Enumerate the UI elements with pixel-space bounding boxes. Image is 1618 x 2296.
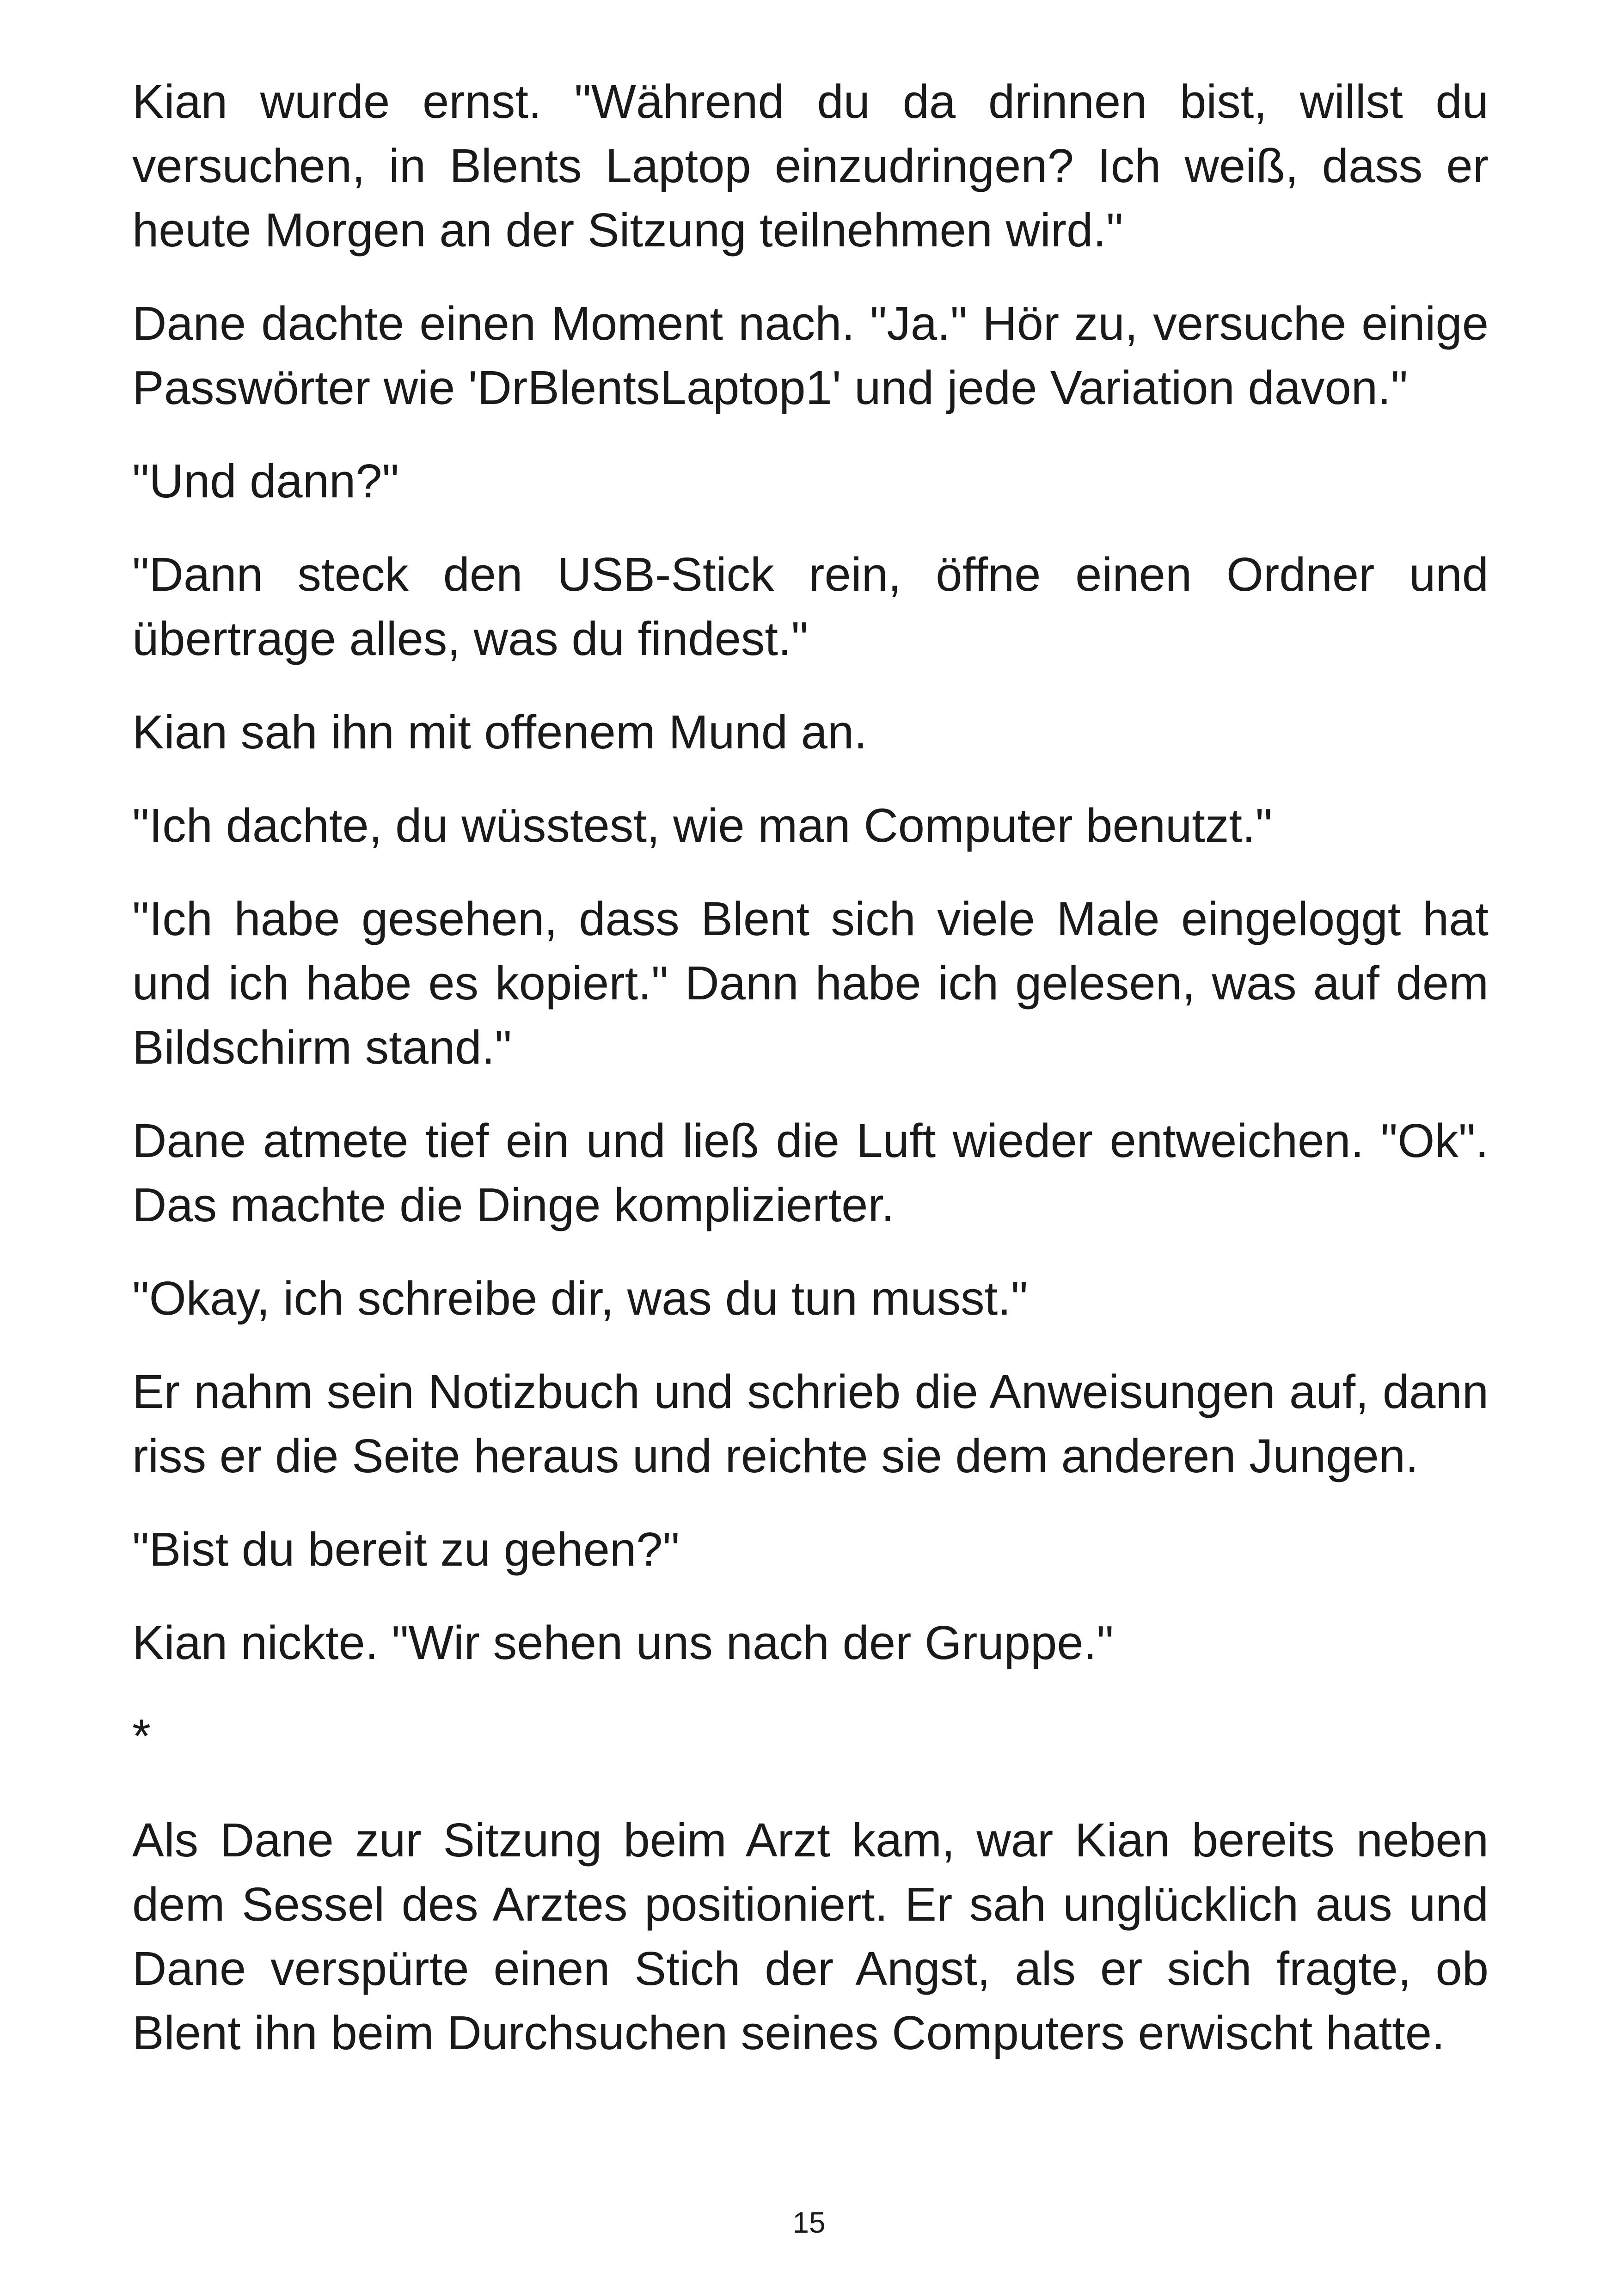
paragraph: Kian wurde ernst. "Während du da drinnen bist, willst du versuchen, in Blents Laptop einzudringen? Ich weiß, dass er heute Morgen an der Sitzung teilnehmen wird." bbox=[132, 75, 1489, 257]
paragraph: "Dann steck den USB-Stick rein, öffne einen Ordner und übertrage alles, was du findest." bbox=[132, 548, 1489, 665]
paragraph: "Und dann?" bbox=[132, 454, 399, 508]
body-text bbox=[132, 69, 1489, 2094]
paragraph: Kian sah ihn mit offenem Mund an. bbox=[132, 705, 867, 759]
scene-break-separator: * bbox=[132, 1709, 151, 1763]
paragraph: "Ich dachte, du wüsstest, wie man Computer benutzt." bbox=[132, 799, 1273, 852]
paragraph: "Okay, ich schreibe dir, was du tun musst." bbox=[132, 1272, 1028, 1325]
paragraph: Dane dachte einen Moment nach. "Ja." Hör zu, versuche einige Passwörter wie 'DrBlentsLaptop1' und jede Variation davon." bbox=[132, 297, 1489, 414]
paragraph: Kian nickte. "Wir sehen uns nach der Gruppe." bbox=[132, 1616, 1114, 1669]
paragraph: "Bist du bereit zu gehen?" bbox=[132, 1523, 680, 1576]
page-number: 15 bbox=[792, 2206, 826, 2239]
paragraph: Als Dane zur Sitzung beim Arzt kam, war Kian bereits neben dem Sessel des Arztes positioniert. Er sah unglücklich aus und Dane verspürte einen Stich der Angst, als er sich fragte, ob Blent ihn beim Durchsuchen seines Computers erwischt hatte. bbox=[132, 1813, 1489, 2059]
paragraph: Er nahm sein Notizbuch und schrieb die Anweisungen auf, dann riss er die Seite heraus und reichte sie dem anderen Jungen. bbox=[132, 1365, 1489, 1482]
paragraph: "Ich habe gesehen, dass Blent sich viele Male eingeloggt hat und ich habe es kopiert." Dann habe ich gelesen, was auf dem Bildschirm stand." bbox=[132, 892, 1489, 1074]
paragraph: Dane atmete tief ein und ließ die Luft wieder entweichen. "Ok". Das machte die Dinge komplizierter. bbox=[132, 1114, 1489, 1231]
